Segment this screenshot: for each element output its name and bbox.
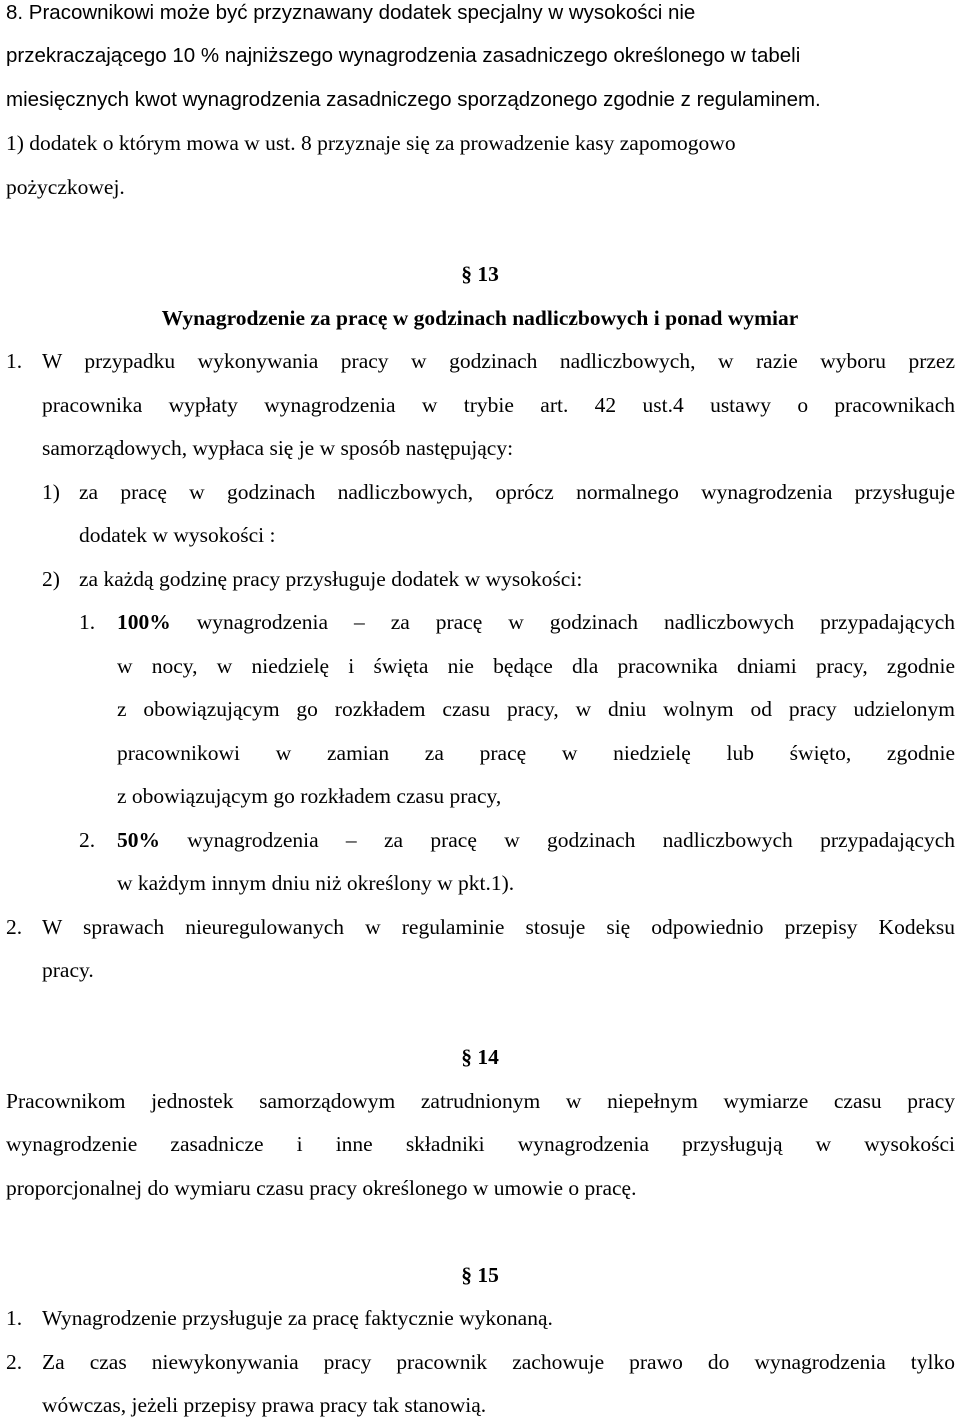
s13-sub-a-number: 1. (79, 610, 96, 634)
s13-sub-b-number: 2. (79, 828, 96, 852)
s15-p2-number: 2. (6, 1350, 23, 1374)
p8-line-4: 1) dodatek o którym mowa w ust. 8 przyznaje się za prowadzenie kasy zapomogowo (6, 131, 736, 155)
section-13-heading: § 13 (461, 262, 499, 286)
s15-p2-line-2: wówczas, jeżeli przepisy prawa pracy tak stanowią. (42, 1393, 487, 1417)
s13-sub-b-percent: 50% (117, 828, 160, 852)
s13-item-1-line-2: dodatek w wysokości : (79, 523, 276, 547)
p8-line-1: 8. Pracownikowi może być przyznawany dodatek specjalny w wysokości nie (6, 1, 696, 24)
s15-p2-line-1: Za czas niewykonywania pracy pracownik zachowuje prawo do wynagrodzenia tylko (42, 1350, 955, 1374)
s14-line-3: proporcjonalnej do wymiaru czasu pracy określonego w umowie o pracę. (6, 1176, 637, 1200)
s13-p2-line-1: W sprawach nieuregulowanych w regulaminie stosuje się odpowiednio przepisy Kodeksu (42, 915, 955, 939)
s13-sub-b-line-1 (117, 827, 955, 853)
s13-item-1-line-1: za pracę w godzinach nadliczbowych, oprócz normalnego wynagrodzenia przysługuje (79, 480, 955, 504)
s13-p2-number: 2. (6, 915, 23, 939)
s13-p1-line-3: samorządowych, wypłaca się je w sposób następujący: (42, 436, 514, 460)
s13-sub-a-line-3: z obowiązującym go rozkładem czasu pracy, w dniu wolnym od pracy udzielonym (117, 697, 955, 721)
p8-line-5: pożyczkowej. (6, 175, 125, 199)
s13-item-2-number: 2) (42, 567, 60, 591)
s13-sub-a-line-1-rest: wynagrodzenia – za pracę w godzinach nadliczbowych przypadających (196, 610, 955, 634)
p8-line-3: miesięcznych kwot wynagrodzenia zasadniczego sporządzonego zgodnie z regulaminem. (6, 88, 821, 111)
section-13-title: Wynagrodzenie za pracę w godzinach nadliczbowych i ponad wymiar (161, 306, 799, 330)
s13-sub-a-line-4: pracownikowi w zamian za pracę w niedzielę lub święto, zgodnie (117, 741, 955, 765)
s13-item-2-line-1: za każdą godzinę pracy przysługuje dodatek w wysokości: (79, 567, 583, 591)
section-15-heading: § 15 (461, 1263, 499, 1287)
s13-sub-b-line-1-rest: wynagrodzenia – za pracę w godzinach nadliczbowych przypadających (187, 828, 955, 852)
section-14-heading: § 14 (461, 1045, 499, 1069)
s13-p2-line-2: pracy. (42, 958, 94, 982)
s14-line-2: wynagrodzenie zasadnicze i inne składniki wynagrodzenia przysługują w wysokości (6, 1132, 955, 1156)
s13-item-1-number: 1) (42, 480, 60, 504)
s13-sub-a-line-1 (117, 609, 955, 635)
s15-p1-line-1: Wynagrodzenie przysługuje za pracę faktycznie wykonaną. (42, 1306, 553, 1330)
s15-p1-number: 1. (6, 1306, 23, 1330)
s13-sub-a-percent: 100% (117, 610, 171, 634)
s14-line-1: Pracownikom jednostek samorządowym zatrudnionym w niepełnym wymiarze czasu pracy (6, 1089, 955, 1113)
s13-sub-a-line-5: z obowiązującym go rozkładem czasu pracy, (117, 784, 502, 808)
s13-p1-number: 1. (6, 349, 23, 373)
p8-line-2: przekraczającego 10 % najniższego wynagrodzenia zasadniczego określonego w tabeli (6, 44, 801, 67)
s13-sub-a-line-2: w nocy, w niedzielę i święta nie będące dla pracownika dniami pracy, zgodnie (117, 654, 955, 678)
s13-p1-line-2: pracownika wypłaty wynagrodzenia w trybie art. 42 ust.4 ustawy o pracownikach (42, 393, 955, 417)
s13-p1-line-1: W przypadku wykonywania pracy w godzinach nadliczbowych, w razie wyboru przez (42, 349, 955, 373)
s13-sub-b-line-2: w każdym innym dniu niż określony w pkt.1). (117, 871, 515, 895)
